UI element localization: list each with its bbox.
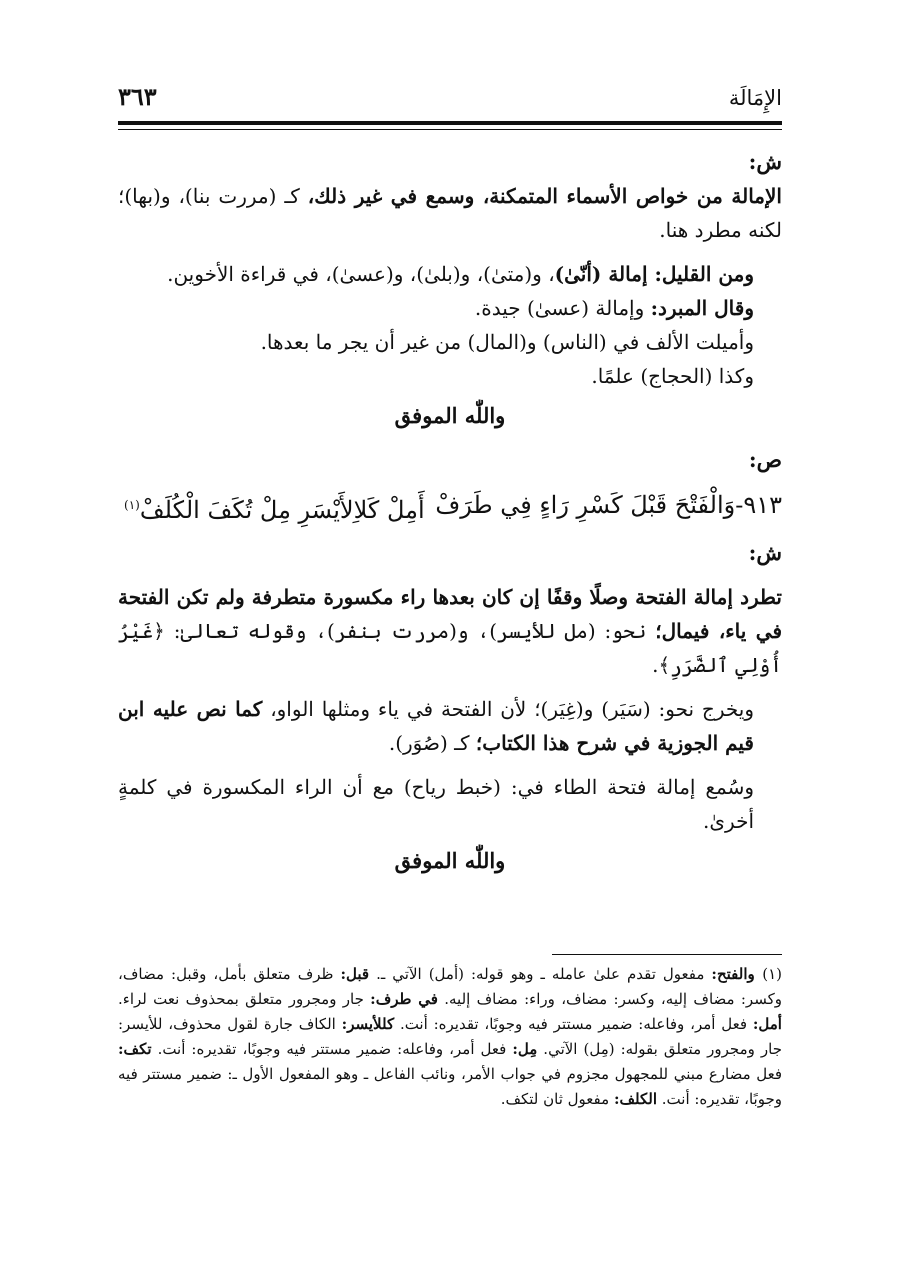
text: ويخرج نحو: (سَيَر) و(غِيَر)؛ لأن الفتحة في ياء ومثلها الواو، [262,697,755,721]
verse-second-hemistich [124,485,425,530]
section-label-matn: ص: [748,447,782,472]
paragraph: وأميلت الألف في (الناس) و(المال) من غير أن يجر ما بعدها. [260,330,754,354]
paragraph [118,291,782,325]
footnote-text: جار ومجرور متعلق بمحذوف نعت لراء. [118,990,371,1008]
footnote-text: مفعول تقدم علىٰ عامله ـ وهو قوله: (أمل) الآتي ـ. [369,965,712,983]
footnote-text: مفعول ثان لتكف. [500,1090,614,1108]
footnote-text: الكاف جارة لقول محذوف، للأيسر: جار ومجرور متعلق بقوله: (مِل) الآتي. [118,1015,782,1058]
footnote-text: فعل أمر، وفاعله: ضمير مستتر فيه وجوبًا، تقديره: أنت. [151,1040,513,1058]
bold-text: تطرد إمالة الفتحة وصلًا وقفًا إن كان بعدها راء مكسورة متطرفة ولم تكن الفتحة في ياء، فيمال؛ [118,585,783,643]
bold-text: كما نص عليه ابن قيم الجوزية في شرح هذا الكتاب؛ [118,697,754,755]
paragraph: وكذا (الحجاج) علمًا. [591,364,754,388]
footnote-text: ظرف متعلق بأمل، وقبل: مضاف، وكسر: مضاف إليه، وكسر: مضاف، وراء: مضاف إليه. [118,965,782,1008]
text: كـ (مررت بنا)، و(بها)؛ لكنه مطرد هنا. [118,184,782,242]
main-text [118,145,782,888]
bold-text: (أنّىٰ) [554,262,602,286]
page-number: ٣٦٣ [118,82,157,111]
footnote-marker: (١) [762,965,782,983]
paragraph [118,257,782,291]
footnote-term: تكف: [118,1040,152,1058]
verse-first-hemistich: ٩١٣-وَالْفَتْحَ قَبْلَ كَسْرِ رَاءٍ فِي طَرَفْ [435,491,782,519]
footnote-term: مِل: [512,1040,538,1058]
header-rule-thick [118,121,782,125]
section-label-sharh: ش: [748,540,782,565]
text: وإمالة (عسىٰ) جيدة. [474,296,651,320]
paragraph [118,179,782,247]
text: كـ (صُوَر). [388,731,476,755]
footnote-text: فعل أمر، وفاعله: ضمير مستتر فيه وجوبًا، تقديره: أنت. [394,1015,753,1033]
page-header [118,82,782,112]
bold-text: وقال المبرد: [650,296,754,320]
footnote-text: فعل مضارع مبني للمجهول مجزوم في جواب الأمر، ونائب الفاعل ـ وهو المفعول الأول ـ: ضمير مستتر فيه وجوبًا، تقديره: أنت. [118,1065,782,1108]
footnote-term: في طرف: [370,990,438,1008]
footnote-term: والفتح: [711,965,763,983]
running-title: الإِمَالَة [728,86,782,110]
footnote-term: كللأيسر: [341,1015,395,1033]
text: نحو: (مل للأيسر)، و(مررت بنفر)، وقوله تعالىٰ: ﴿غَيْرُ أُوْلِي ٱلضَّرَرِ﴾. [118,619,782,677]
verse-second-text: أَمِلْ كَلاِلأَيْسَرِ مِلْ تُكَفَ الْكُلَفْ [139,496,425,524]
closing-formula: واللّٰه الموفق [394,403,506,428]
section-label-sharh: ش: [748,149,782,174]
footnote-reference[interactable]: (١) [124,498,140,512]
text: ، و(متىٰ)، و(بلىٰ)، و(عسىٰ)، في قراءة الأخوين. [167,262,555,286]
footnote-term: قبل: [340,965,370,983]
footnote [118,962,782,1112]
bold-text: الإمالة من خواص الأسماء المتمكنة، وسمع في غير ذلك، [307,184,782,208]
closing-formula: واللّٰه الموفق [394,848,506,873]
footnote-term: أمل: [752,1015,782,1033]
bold-text: إمالة [601,262,655,286]
footnote-term: الكلف: [613,1090,657,1108]
paragraph [118,692,782,760]
paragraph [118,580,782,682]
header-rule-thin [118,129,782,130]
verse-line [118,485,782,530]
footnote-separator [552,954,782,955]
bold-text: ومن القليل: [654,262,754,286]
paragraph: وسُمع إمالة فتحة الطاء في: (خبط رياح) مع أن الراء المكسورة في كلمةٍ أخرىٰ. [118,775,754,833]
